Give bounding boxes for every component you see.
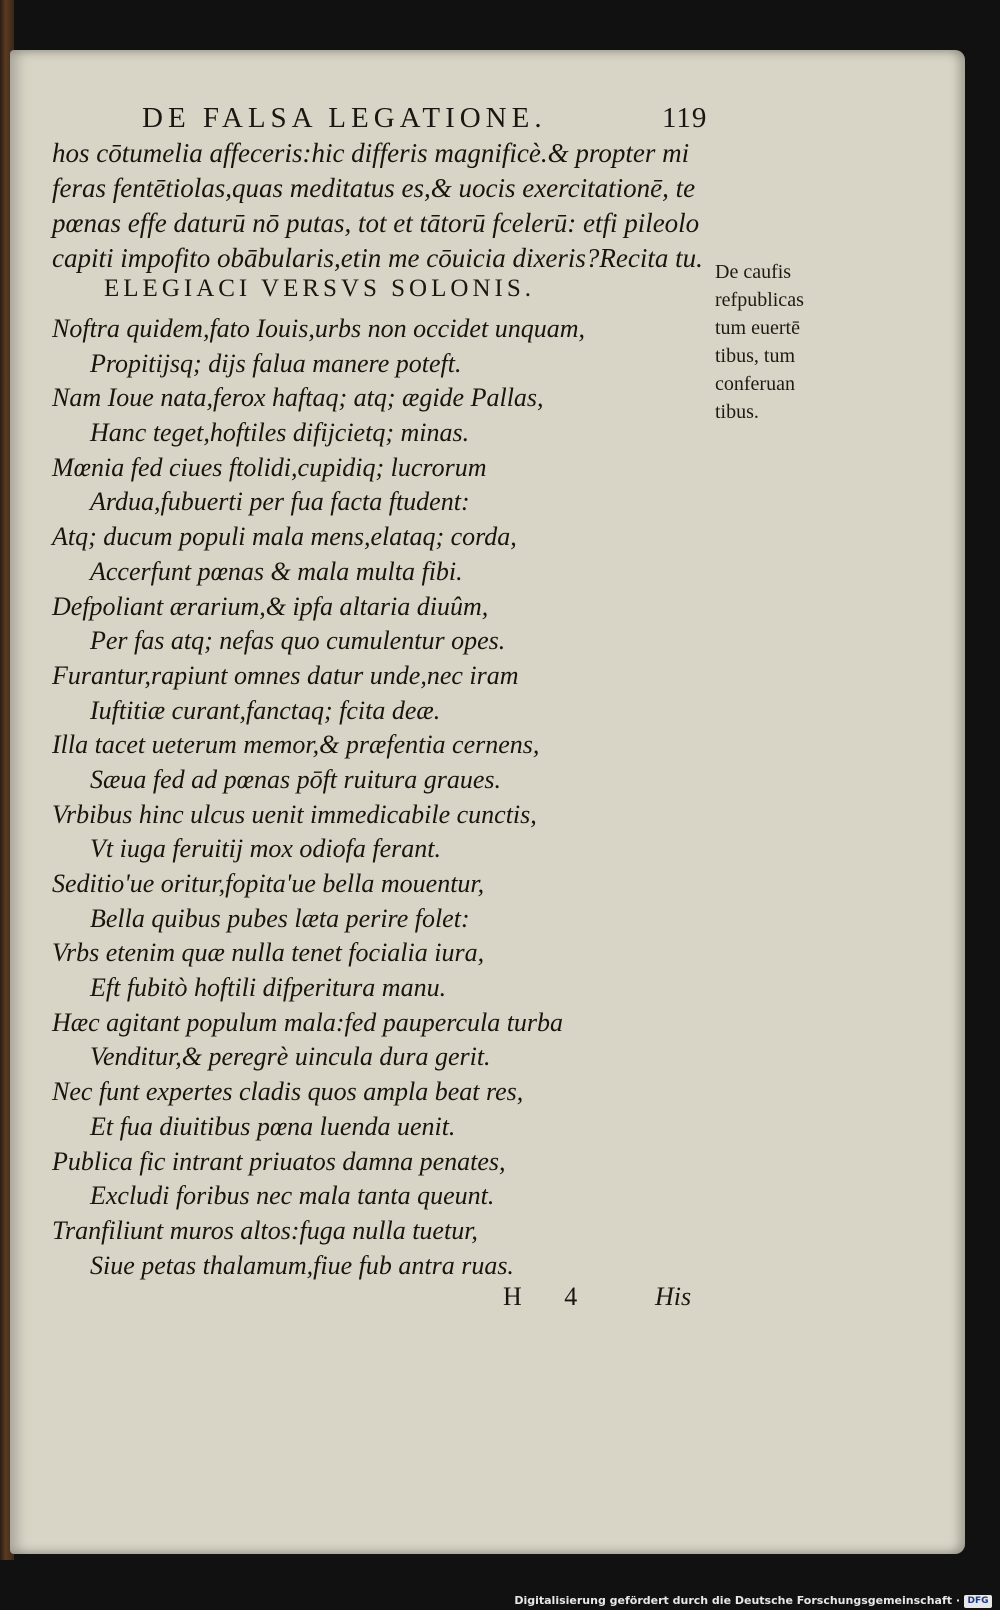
- marginal-note-line: tum euertē: [715, 317, 800, 339]
- poem-line: Tranfiliunt muros altos:fuga nulla tuetur,: [52, 1215, 478, 1245]
- elegiac-poem: [52, 312, 702, 1283]
- poem-line: Illa tacet ueterum memor,& præfentia cernens,: [52, 730, 540, 760]
- poem-line: Accerfunt pœnas & mala multa fibi.: [90, 556, 463, 586]
- page-number: 119: [662, 102, 708, 134]
- marginal-note-line: De caufis: [715, 261, 792, 283]
- marginal-note-line: tibus, tum: [715, 345, 796, 367]
- digitization-credit: Digitalisierung gefördert durch die Deutsche Forschungsgemeinschaft ·: [514, 1594, 960, 1607]
- prose-line: capiti impofito obābularis,etin me cōuicia dixeris?Recita tu.: [52, 243, 703, 273]
- marginal-note-line: refpublicas: [715, 289, 804, 311]
- poem-line: Venditur,& peregrè uincula dura gerit.: [90, 1042, 491, 1072]
- prose-line: feras fentētiolas,quas meditatus es,& uocis exercitationē, te: [52, 173, 696, 203]
- poem-line: Excludi foribus nec mala tanta queunt.: [90, 1181, 495, 1211]
- poem-line: Iuftitiæ curant,fanctaq; fcita deæ.: [90, 695, 441, 725]
- catchword: His: [655, 1282, 692, 1311]
- poem-line: Vrbs etenim quæ nulla tenet focialia iura,: [52, 938, 485, 968]
- marginal-note-line: conferuan: [715, 373, 795, 395]
- poem-line: Et fua diuitibus pœna luenda uenit.: [90, 1111, 456, 1141]
- poem-line: Eft fubitò hoftili difperitura manu.: [90, 973, 447, 1003]
- prose-line: hos cōtumelia affeceris:hic differis magnificè.& propter mi: [52, 138, 690, 168]
- poem-line: Nec funt expertes cladis quos ampla beat res,: [52, 1077, 524, 1107]
- poem-line: Propitijsq; dijs falua manere poteft.: [90, 348, 462, 378]
- marginal-note: [715, 258, 855, 426]
- poem-line: Atq; ducum populi mala mens,elataq; corda,: [52, 522, 517, 552]
- poem-line: Ardua,fubuerti per fua facta ftudent:: [90, 487, 470, 517]
- poem-line: Seditio'ue oritur,fopita'ue bella mouentur,: [52, 869, 485, 898]
- poem-line: Sæua fed ad pœnas pōft ruitura graues.: [90, 764, 501, 794]
- marginal-note-line: tibus.: [715, 401, 759, 423]
- poem-line: Vt iuga feruitij mox odiofa ferant.: [90, 834, 441, 864]
- poem-line: Bella quibus pubes læta perire folet:: [90, 903, 470, 933]
- signature-mark: H 4: [503, 1282, 596, 1311]
- poem-line: Defpoliant ærarium,& ipfa altaria diuûm,: [52, 591, 489, 621]
- poem-line: Vrbibus hinc ulcus uenit immedicabile cunctis,: [52, 799, 537, 829]
- poem-line: Nam Ioue nata,ferox haftaq; atq; ægide Pallas,: [52, 383, 544, 413]
- poem-line: Noftra quidem,fato Iouis,urbs non occidet unquam,: [52, 314, 585, 343]
- dfg-logo: DFG: [964, 1595, 992, 1608]
- poem-line: Publica fic intrant priuatos damna penates,: [52, 1146, 506, 1176]
- poem-line: Furantur,rapiunt omnes datur unde,nec iram: [52, 660, 519, 690]
- poem-line: Siue petas thalamum,fiue fub antra ruas.: [90, 1250, 514, 1280]
- poem-line: Mœnia fed ciues ftolidi,cupidiq; lucrorum: [52, 452, 487, 482]
- poem-line: Hanc teget,hoftiles difijcietq; minas.: [90, 418, 470, 448]
- prose-line: pœnas effe daturū nō putas, tot et tātorū fcelerū: etfi pileolo: [52, 208, 700, 238]
- poem-line: Hæc agitant populum mala:fed paupercula turba: [52, 1007, 564, 1037]
- running-title: DE FALSA LEGATIONE.: [142, 102, 547, 134]
- prose-paragraph: [52, 136, 702, 276]
- section-heading: ELEGIACI VERSVS SOLONIS.: [104, 275, 535, 302]
- poem-line: Per fas atq; nefas quo cumulentur opes.: [90, 626, 506, 656]
